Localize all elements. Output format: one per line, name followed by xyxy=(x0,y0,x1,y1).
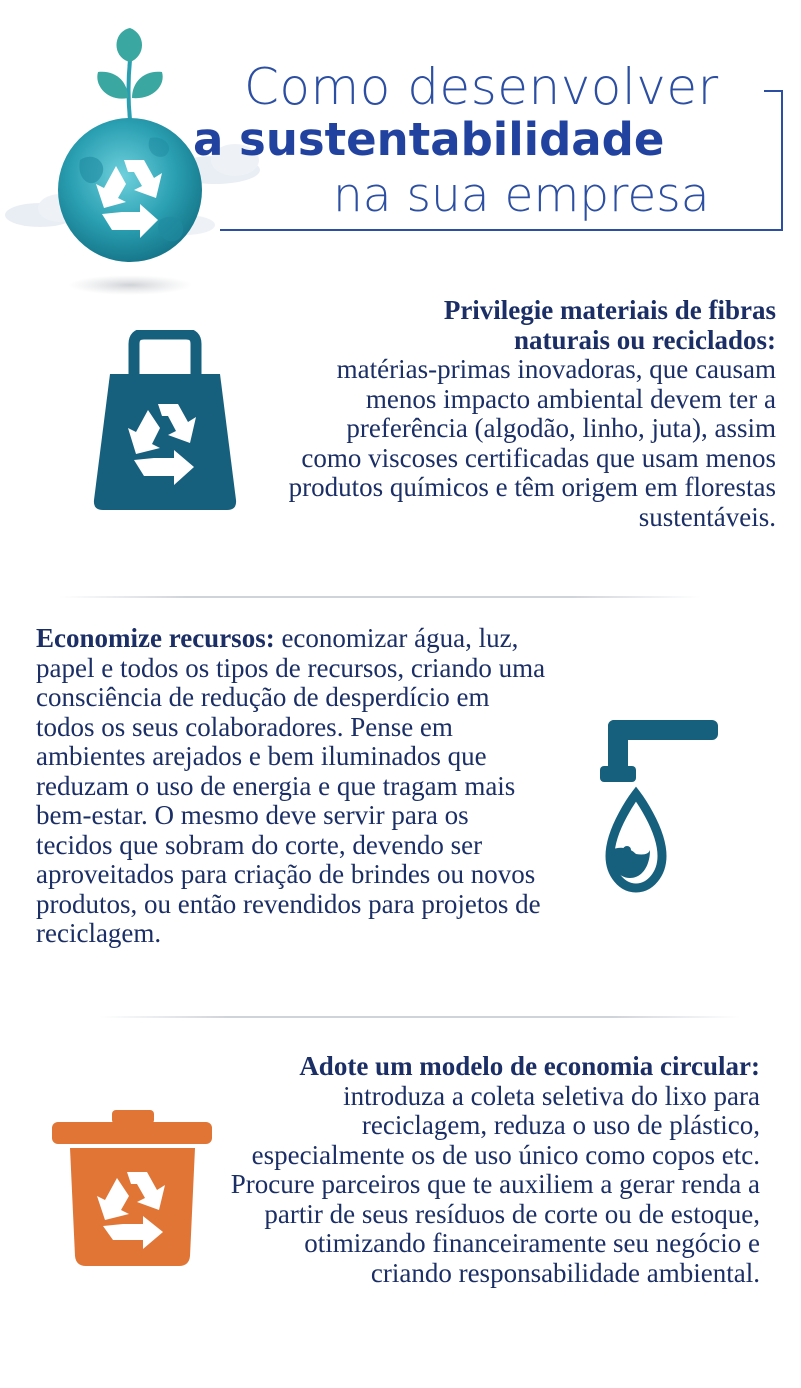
section-resources-body: economizar água, luz, papel e todos os tipos de recursos, criando uma consciência de redução de desperdício em todos os seus colaboradores. Pense em ambientes arejados e bem iluminados que reduzam o uso de energia e que tragam mais bem-estar. O mesmo deve servir para os tecidos que sobram do corte, devendo ser aproveitados para criação de brindes ou novos produtos, ou então revendidos para projetos de reciclagem. xyxy=(36,623,546,948)
title-line-2: a sustentabilidade xyxy=(193,113,665,166)
section-circular-text xyxy=(230,1052,760,1288)
title-line-3: na sua empresa xyxy=(333,168,710,223)
section-materials-heading: Privilegie materiais de fibras naturais ou reciclados: xyxy=(443,295,776,355)
section-materials-body: matérias-primas inovadoras, que causam menos impacto ambiental devem ter a preferência (algodão, linho, juta), assim como viscoses certificadas que usam menos produtos químicos e têm origem em florestas sustentáveis. xyxy=(288,354,776,532)
title-rule-top xyxy=(764,90,782,92)
section-materials-text xyxy=(280,296,776,532)
divider-1 xyxy=(60,596,700,598)
faucet-water-drop-icon xyxy=(596,716,726,896)
title-line-1: Como desenvolver xyxy=(244,58,719,116)
title-rule-bottom xyxy=(220,229,783,231)
section-resources-text xyxy=(36,624,546,949)
section-circular-body: introduza a coleta seletiva do lixo para reciclagem, reduza o uso de plástico, especialmente os de uso único como copos etc. Procure parceiros que te auxiliem a gerar renda a partir de seus resíduos de corte ou de estoque, otimizando financeiramente seu negócio e criando responsabilidade ambiental. xyxy=(230,1080,760,1288)
section-circular-heading: Adote um modelo de economia circular: xyxy=(299,1051,760,1081)
divider-2 xyxy=(100,1016,740,1018)
shopping-bag-recycle-icon xyxy=(90,330,240,515)
section-resources-heading: Economize recursos: xyxy=(36,623,275,653)
recycle-bin-icon xyxy=(50,1108,215,1268)
